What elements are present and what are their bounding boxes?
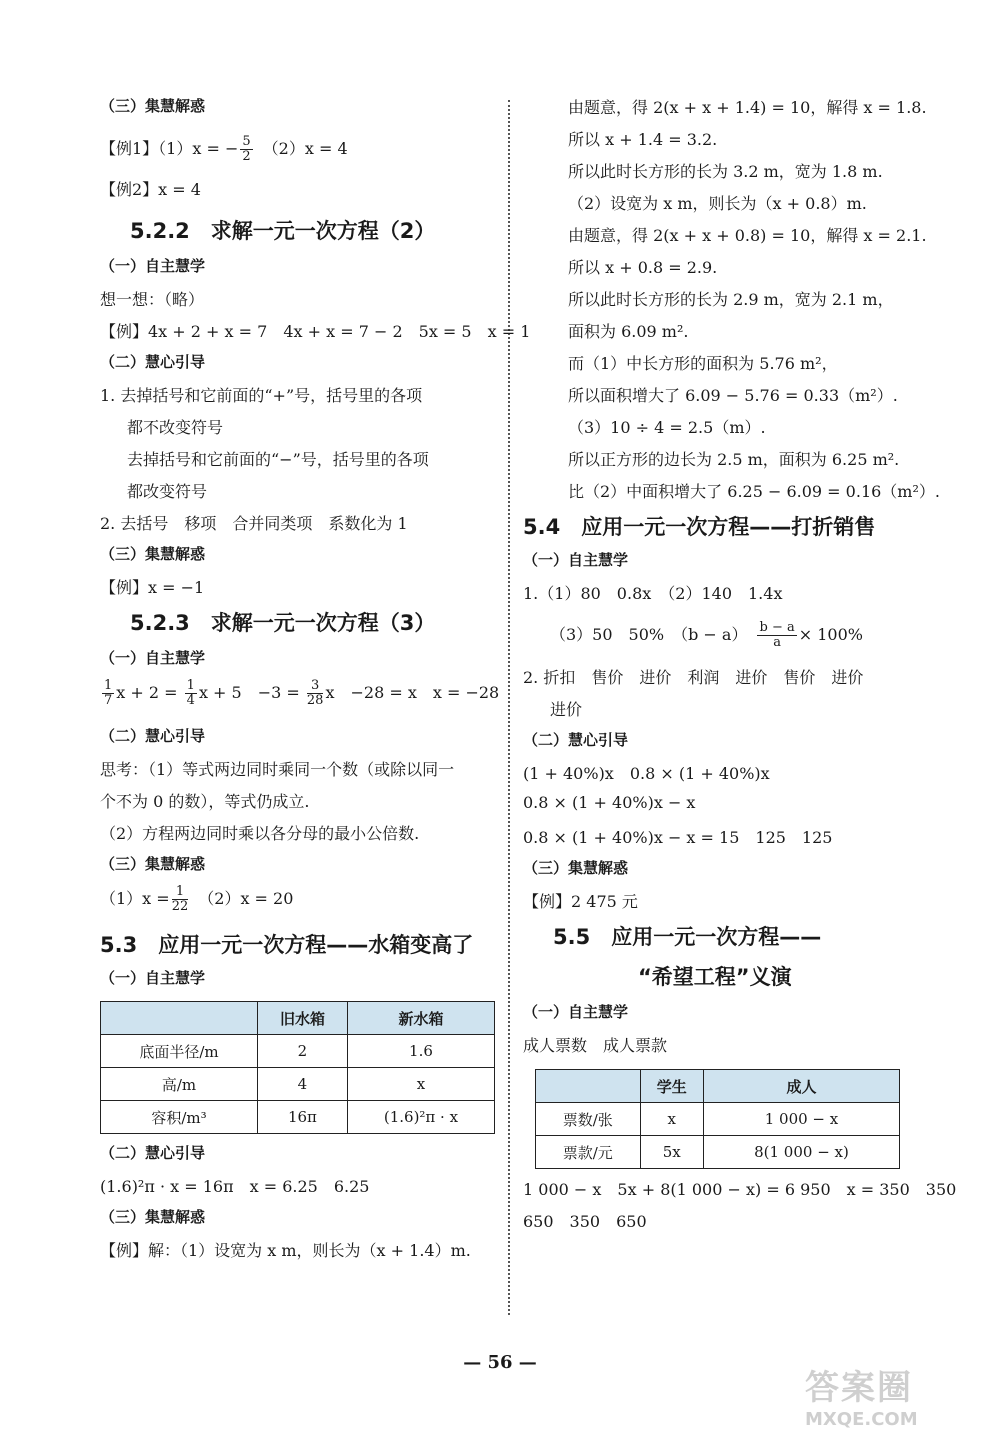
section-label: （二）慧心引导 (523, 731, 629, 749)
heading-5-4: 5.4 应用一元一次方程——打折销售 (523, 515, 876, 539)
table-row: 底面半径/m 2 1.6 (101, 1035, 495, 1068)
page-number: — 56 — (463, 1352, 537, 1373)
text-line: (1 + 40%)x 0.8 × (1 + 40%)x (523, 764, 770, 783)
text-line: 1. 去掉括号和它前面的“+”号，括号里的各项 (100, 386, 423, 405)
fraction: $\frac{1}{7}$ (104, 678, 113, 708)
text-line: 2. 折扣 售价 进价 利润 进价 售价 进价 (523, 668, 864, 687)
text-line: 【例】解：（1）设宽为 x m，则长为（x + 1.4）m. (100, 1241, 471, 1260)
text-line: 1.（1）80 0.8x （2）140 1.4x (523, 584, 783, 603)
fraction: $\frac{3}{28}$ (306, 678, 324, 708)
table-row: 票款/元 5x 8(1 000 − x) (536, 1136, 900, 1169)
column-divider (508, 100, 510, 1315)
section-label: （二）慧心引导 (100, 727, 206, 745)
text-line: 所以此时长方形的长为 2.9 m，宽为 2.1 m， (568, 290, 894, 309)
watermark-text: 答案圈 (805, 1368, 913, 1408)
text-line: 去掉括号和它前面的“−”号，括号里的各项 (127, 450, 429, 469)
heading-5-5-subtitle: “希望工程”义演 (638, 965, 792, 989)
watermark-logo (805, 1360, 985, 1430)
text-line: 成人票数 成人票款 (523, 1036, 668, 1055)
heading-5-3: 5.3 应用一元一次方程——水箱变高了 (100, 933, 474, 957)
text-line: 1 000 − x 5x + 8(1 000 − x) = 6 950 x = 350 350 (523, 1180, 957, 1199)
table-header-row: 学生 成人 (536, 1070, 900, 1103)
text-line: 所以此时长方形的长为 3.2 m，宽为 1.8 m. (568, 162, 883, 181)
water-tank-table (100, 1001, 495, 1134)
equation-line: $\frac{1}{7}$ x + 2 = $\frac{1}{4}$ x + 5 −3 = $\frac{3}{28}$ x −28 = x x = −28 (104, 678, 500, 708)
text-line: （2）设宽为 x m，则长为（x + 0.8）m. (568, 194, 867, 213)
text-line: 由题意，得 2(x + x + 0.8) = 10，解得 x = 2.1. (568, 226, 927, 245)
text-line: 都改变符号 (127, 482, 208, 501)
text-line: 想一想：（略） (100, 290, 205, 309)
heading-5-5: 5.5 应用一元一次方程—— (553, 925, 822, 949)
text-line: 而（1）中长方形的面积为 5.76 m²， (568, 354, 838, 373)
section-label: （二）慧心引导 (100, 353, 206, 371)
heading-5-2-2: 5.2.2 求解一元一次方程（2） (130, 219, 436, 243)
text-line: 0.8 × (1 + 40%)x − x = 15 125 125 (523, 828, 833, 847)
right-column (523, 95, 957, 1241)
section-label: （一）自主慧学 (100, 257, 206, 275)
section-label: （三）集慧解惑 (100, 1208, 206, 1226)
text-line: 思考：（1）等式两边同时乘同一个数（或除以同一 (100, 760, 455, 779)
text-line: 【例】2 475 元 (523, 892, 638, 911)
fraction: $\frac{1}{4}$ (186, 678, 195, 708)
section-label: （一）自主慧学 (100, 649, 206, 667)
section-label: （三）集慧解惑 (100, 545, 206, 563)
text-line: 比（2）中面积增大了 6.25 − 6.09 = 0.16（m²）. (568, 482, 940, 501)
text-line: 所以 x + 0.8 = 2.9. (568, 258, 718, 277)
section-label: （三）集慧解惑 (100, 97, 206, 115)
watermark-url: MXQE.COM (805, 1409, 918, 1430)
text-line: (1.6)²π · x = 16π x = 6.25 6.25 (100, 1177, 370, 1196)
answer-line: （1）x = $\frac{1}{22}$ （2）x = 20 (100, 884, 294, 914)
ticket-table (535, 1069, 900, 1169)
text-line: 0.8 × (1 + 40%)x − x (523, 793, 696, 812)
section-label: （一）自主慧学 (100, 969, 206, 987)
text-line: 650 350 650 (523, 1212, 647, 1231)
example-2: 【例2】x = 4 (100, 180, 201, 199)
text-line: 所以 x + 1.4 = 3.2. (568, 130, 718, 149)
section-label: （三）集慧解惑 (100, 855, 206, 873)
heading-5-2-3: 5.2.3 求解一元一次方程（3） (130, 611, 436, 635)
text-line: 个不为 0 的数），等式仍成立. (100, 792, 310, 811)
answer-line: （3）50 50% （b − a） $\frac{b - a}{a}$ × 100% (550, 620, 863, 650)
fraction: $\frac{b - a}{a}$ (759, 620, 795, 650)
text-line: 所以正方形的边长为 2.5 m，面积为 6.25 m². (568, 450, 900, 469)
section-label: （三）集慧解惑 (523, 859, 629, 877)
fraction: $\frac{5}{2}$ (242, 134, 251, 164)
section-label: （一）自主慧学 (523, 1003, 629, 1021)
table-header-row: 旧水箱 新水箱 (101, 1002, 495, 1035)
text-line: 【例】4x + 2 + x = 7 4x + x = 7 − 2 5x = 5 x = 1 (100, 322, 531, 341)
text-line: 2. 去括号 移项 合并同类项 系数化为 1 (100, 514, 408, 533)
text-line: 进价 (550, 700, 583, 719)
text-line: （2）方程两边同时乘以各分母的最小公倍数. (100, 824, 420, 843)
section-label: （二）慧心引导 (100, 1144, 206, 1162)
text-line: 由题意，得 2(x + x + 1.4) = 10，解得 x = 1.8. (568, 98, 927, 117)
table-row: 高/m 4 x (101, 1068, 495, 1101)
table-row: 票数/张 x 1 000 − x (536, 1103, 900, 1136)
example-1: 【例1】（1）x = − $\frac{5}{2}$ （2）x = 4 (100, 134, 348, 164)
text-line: 都不改变符号 (127, 418, 224, 437)
text-line: 所以面积增大了 6.09 − 5.76 = 0.33（m²）. (568, 386, 898, 405)
left-column (100, 95, 531, 1270)
text-line: 【例】x = −1 (100, 578, 205, 597)
text-line: （3）10 ÷ 4 = 2.5（m）. (568, 418, 766, 437)
text-line: 面积为 6.09 m². (568, 322, 689, 341)
table-row: 容积/m³ 16π (1.6)²π · x (101, 1101, 495, 1134)
fraction: $\frac{1}{22}$ (171, 884, 189, 914)
section-label: （一）自主慧学 (523, 551, 629, 569)
